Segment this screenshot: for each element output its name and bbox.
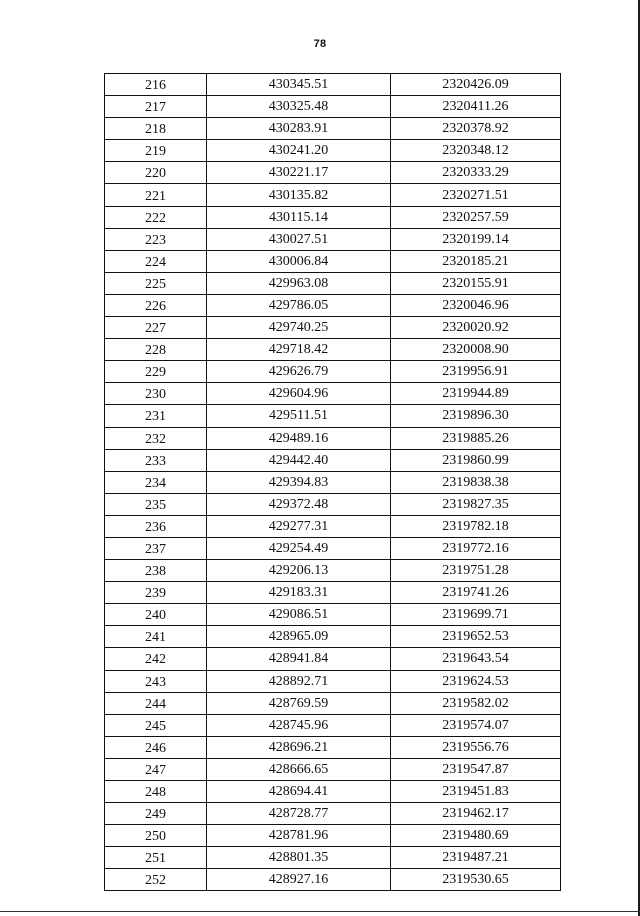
point-number-cell: 231 [105, 405, 207, 427]
table-row [105, 604, 561, 626]
x-coordinate-cell: 429740.25 [207, 317, 391, 339]
x-coordinate-cell: 428728.77 [207, 803, 391, 825]
y-coordinate-cell: 2319772.16 [391, 537, 561, 559]
table-row [105, 515, 561, 537]
x-coordinate-cell: 429372.48 [207, 493, 391, 515]
table-row [105, 361, 561, 383]
table-row [105, 803, 561, 825]
x-coordinate-cell: 428666.65 [207, 758, 391, 780]
table-row [105, 781, 561, 803]
y-coordinate-cell: 2319652.53 [391, 626, 561, 648]
point-number-cell: 252 [105, 869, 207, 891]
x-coordinate-cell: 430135.82 [207, 184, 391, 206]
point-number-cell: 242 [105, 648, 207, 670]
point-number-cell: 245 [105, 714, 207, 736]
x-coordinate-cell: 430345.51 [207, 74, 391, 96]
y-coordinate-cell: 2320155.91 [391, 272, 561, 294]
table-row [105, 96, 561, 118]
x-coordinate-cell: 430115.14 [207, 206, 391, 228]
y-coordinate-cell: 2319547.87 [391, 758, 561, 780]
point-number-cell: 244 [105, 692, 207, 714]
point-number-cell: 233 [105, 449, 207, 471]
x-coordinate-cell: 429511.51 [207, 405, 391, 427]
coordinate-table-body [105, 74, 561, 891]
point-number-cell: 221 [105, 184, 207, 206]
table-row [105, 560, 561, 582]
x-coordinate-cell: 428769.59 [207, 692, 391, 714]
y-coordinate-cell: 2319827.35 [391, 493, 561, 515]
x-coordinate-cell: 430006.84 [207, 250, 391, 272]
point-number-cell: 218 [105, 118, 207, 140]
point-number-cell: 224 [105, 250, 207, 272]
table-row [105, 471, 561, 493]
y-coordinate-cell: 2319487.21 [391, 847, 561, 869]
point-number-cell: 243 [105, 670, 207, 692]
point-number-cell: 234 [105, 471, 207, 493]
point-number-cell: 228 [105, 339, 207, 361]
y-coordinate-cell: 2319462.17 [391, 803, 561, 825]
x-coordinate-cell: 429183.31 [207, 582, 391, 604]
y-coordinate-cell: 2319782.18 [391, 515, 561, 537]
y-coordinate-cell: 2320046.96 [391, 294, 561, 316]
table-row [105, 648, 561, 670]
table-row [105, 582, 561, 604]
point-number-cell: 235 [105, 493, 207, 515]
point-number-cell: 239 [105, 582, 207, 604]
point-number-cell: 250 [105, 825, 207, 847]
table-row [105, 383, 561, 405]
table-row [105, 670, 561, 692]
y-coordinate-cell: 2319699.71 [391, 604, 561, 626]
x-coordinate-cell: 428927.16 [207, 869, 391, 891]
point-number-cell: 241 [105, 626, 207, 648]
table-row [105, 162, 561, 184]
x-coordinate-cell: 428965.09 [207, 626, 391, 648]
table-row [105, 626, 561, 648]
x-coordinate-cell: 430027.51 [207, 228, 391, 250]
x-coordinate-cell: 429254.49 [207, 537, 391, 559]
x-coordinate-cell: 428745.96 [207, 714, 391, 736]
x-coordinate-cell: 429394.83 [207, 471, 391, 493]
page-number: 78 [313, 38, 327, 50]
point-number-cell: 237 [105, 537, 207, 559]
point-number-cell: 227 [105, 317, 207, 339]
y-coordinate-cell: 2320426.09 [391, 74, 561, 96]
point-number-cell: 236 [105, 515, 207, 537]
point-number-cell: 229 [105, 361, 207, 383]
coordinate-table [104, 73, 561, 891]
table-row [105, 714, 561, 736]
y-coordinate-cell: 2319751.28 [391, 560, 561, 582]
y-coordinate-cell: 2319896.30 [391, 405, 561, 427]
x-coordinate-cell: 429626.79 [207, 361, 391, 383]
point-number-cell: 223 [105, 228, 207, 250]
x-coordinate-cell: 429489.16 [207, 427, 391, 449]
table-row [105, 427, 561, 449]
y-coordinate-cell: 2320333.29 [391, 162, 561, 184]
point-number-cell: 251 [105, 847, 207, 869]
table-row [105, 140, 561, 162]
table-row [105, 405, 561, 427]
x-coordinate-cell: 429086.51 [207, 604, 391, 626]
x-coordinate-cell: 428941.84 [207, 648, 391, 670]
y-coordinate-cell: 2319741.26 [391, 582, 561, 604]
x-coordinate-cell: 429442.40 [207, 449, 391, 471]
point-number-cell: 217 [105, 96, 207, 118]
y-coordinate-cell: 2320008.90 [391, 339, 561, 361]
y-coordinate-cell: 2319574.07 [391, 714, 561, 736]
y-coordinate-cell: 2319643.54 [391, 648, 561, 670]
point-number-cell: 220 [105, 162, 207, 184]
point-number-cell: 222 [105, 206, 207, 228]
point-number-cell: 219 [105, 140, 207, 162]
y-coordinate-cell: 2320411.26 [391, 96, 561, 118]
x-coordinate-cell: 428694.41 [207, 781, 391, 803]
point-number-cell: 225 [105, 272, 207, 294]
y-coordinate-cell: 2319944.89 [391, 383, 561, 405]
point-number-cell: 226 [105, 294, 207, 316]
x-coordinate-cell: 429604.96 [207, 383, 391, 405]
table-row [105, 758, 561, 780]
y-coordinate-cell: 2319838.38 [391, 471, 561, 493]
point-number-cell: 247 [105, 758, 207, 780]
y-coordinate-cell: 2319530.65 [391, 869, 561, 891]
point-number-cell: 249 [105, 803, 207, 825]
y-coordinate-cell: 2319556.76 [391, 736, 561, 758]
point-number-cell: 230 [105, 383, 207, 405]
table-row [105, 317, 561, 339]
table-row [105, 692, 561, 714]
y-coordinate-cell: 2319956.91 [391, 361, 561, 383]
table-row [105, 493, 561, 515]
point-number-cell: 232 [105, 427, 207, 449]
table-row [105, 74, 561, 96]
x-coordinate-cell: 429277.31 [207, 515, 391, 537]
table-row [105, 339, 561, 361]
y-coordinate-cell: 2319860.99 [391, 449, 561, 471]
y-coordinate-cell: 2319582.02 [391, 692, 561, 714]
y-coordinate-cell: 2320378.92 [391, 118, 561, 140]
table-row [105, 118, 561, 140]
x-coordinate-cell: 430221.17 [207, 162, 391, 184]
x-coordinate-cell: 428801.35 [207, 847, 391, 869]
y-coordinate-cell: 2320185.21 [391, 250, 561, 272]
table-row [105, 869, 561, 891]
y-coordinate-cell: 2320020.92 [391, 317, 561, 339]
table-row [105, 537, 561, 559]
point-number-cell: 248 [105, 781, 207, 803]
table-row [105, 228, 561, 250]
point-number-cell: 238 [105, 560, 207, 582]
x-coordinate-cell: 429963.08 [207, 272, 391, 294]
y-coordinate-cell: 2320199.14 [391, 228, 561, 250]
table-row [105, 449, 561, 471]
y-coordinate-cell: 2320271.51 [391, 184, 561, 206]
table-row [105, 736, 561, 758]
y-coordinate-cell: 2320348.12 [391, 140, 561, 162]
table-row [105, 272, 561, 294]
point-number-cell: 240 [105, 604, 207, 626]
x-coordinate-cell: 428892.71 [207, 670, 391, 692]
y-coordinate-cell: 2319451.83 [391, 781, 561, 803]
table-row [105, 250, 561, 272]
x-coordinate-cell: 429786.05 [207, 294, 391, 316]
x-coordinate-cell: 430325.48 [207, 96, 391, 118]
x-coordinate-cell: 430241.20 [207, 140, 391, 162]
x-coordinate-cell: 429718.42 [207, 339, 391, 361]
point-number-cell: 246 [105, 736, 207, 758]
y-coordinate-cell: 2320257.59 [391, 206, 561, 228]
x-coordinate-cell: 428696.21 [207, 736, 391, 758]
table-row [105, 184, 561, 206]
table-row [105, 294, 561, 316]
x-coordinate-cell: 429206.13 [207, 560, 391, 582]
y-coordinate-cell: 2319885.26 [391, 427, 561, 449]
y-coordinate-cell: 2319624.53 [391, 670, 561, 692]
table-row [105, 825, 561, 847]
table-row [105, 847, 561, 869]
x-coordinate-cell: 430283.91 [207, 118, 391, 140]
table-row [105, 206, 561, 228]
x-coordinate-cell: 428781.96 [207, 825, 391, 847]
y-coordinate-cell: 2319480.69 [391, 825, 561, 847]
point-number-cell: 216 [105, 74, 207, 96]
page-edge-bottom [0, 911, 640, 912]
